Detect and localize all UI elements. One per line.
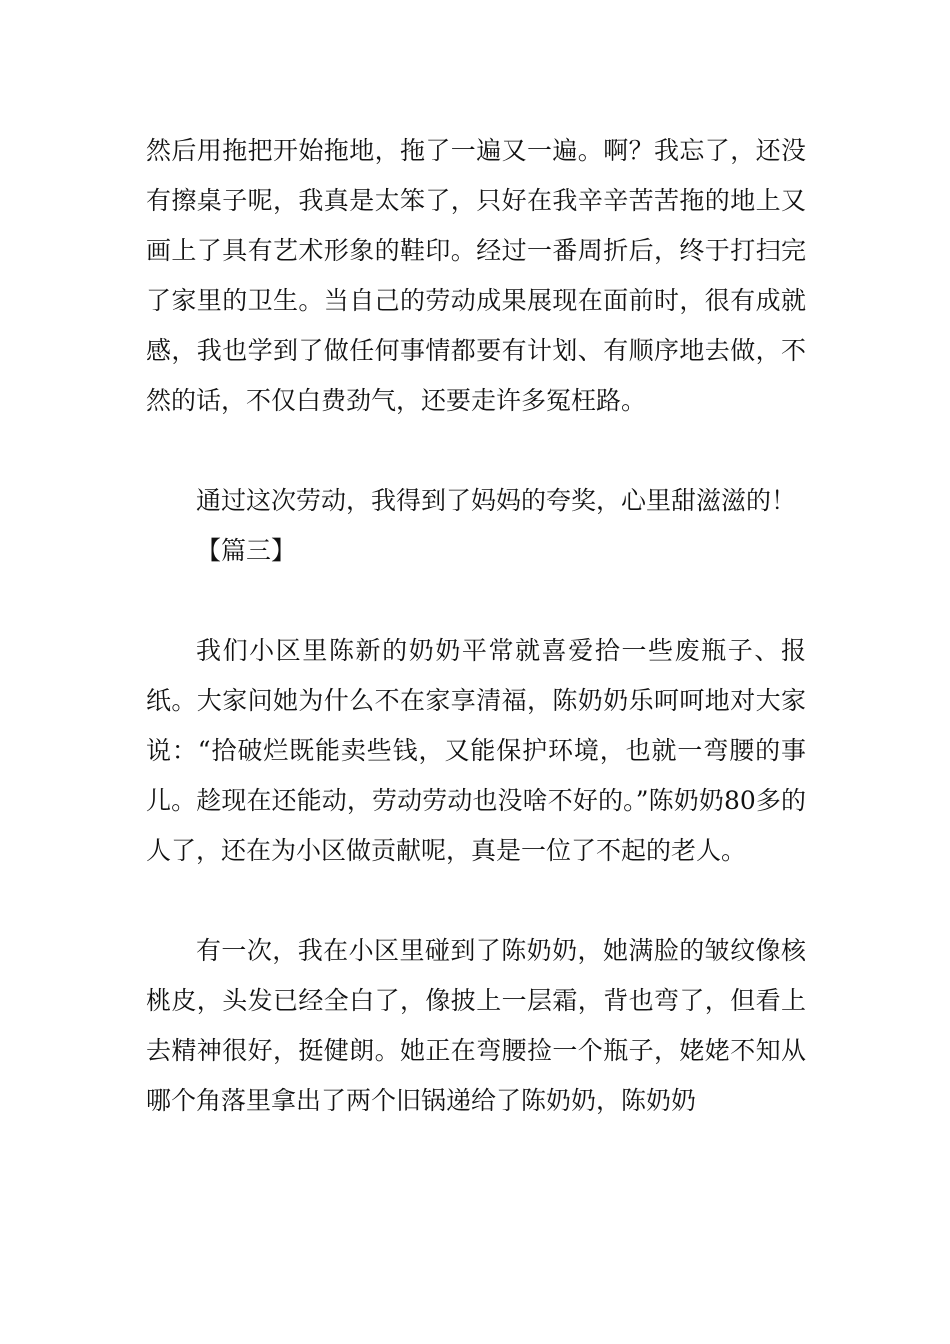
paragraph-grandma-intro: 我们小区里陈新的奶奶平常就喜爱拾一些废瓶子、报纸。大家问她为什么不在家享清福，陈奶奶乐呵呵地对大家说：“拾破烂既能卖些钱，又能保护环境，也就一弯腰的事儿。趁现在还能动，劳动劳动也没啥不好的。”陈奶奶80多的人了，还在为小区做贡献呢，真是一位了不起的老人。 — [146, 636, 806, 865]
paragraph-encounter: 有一次，我在小区里碰到了陈奶奶，她满脸的皱纹像核桃皮，头发已经全白了，像披上一层霜，背也弯了，但看上去精神很好，挺健朗。她正在弯腰捡一个瓶子，姥姥不知从哪个角落里拿出了两个旧锅递给了陈奶奶，陈奶奶 — [146, 936, 806, 1115]
paragraph-continuation: 然后用拖把开始拖地，拖了一遍又一遍。啊？我忘了，还没有擦桌子呢，我真是太笨了，只好在我辛辛苦苦拖的地上又画上了具有艺术形象的鞋印。经过一番周折后，终于打扫完了家里的卫生。当自己的劳动成果展现在面前时，很有成就感，我也学到了做任何事情都要有计划、有顺序地去做，不然的话，不仅白费劲气，还要走许多冤枉路。 — [146, 136, 806, 415]
section-heading: 【篇三】 — [196, 536, 297, 565]
document-body — [146, 126, 806, 1126]
paragraph-praise: 通过这次劳动，我得到了妈妈的夸奖，心里甜滋滋的！ — [196, 486, 797, 515]
